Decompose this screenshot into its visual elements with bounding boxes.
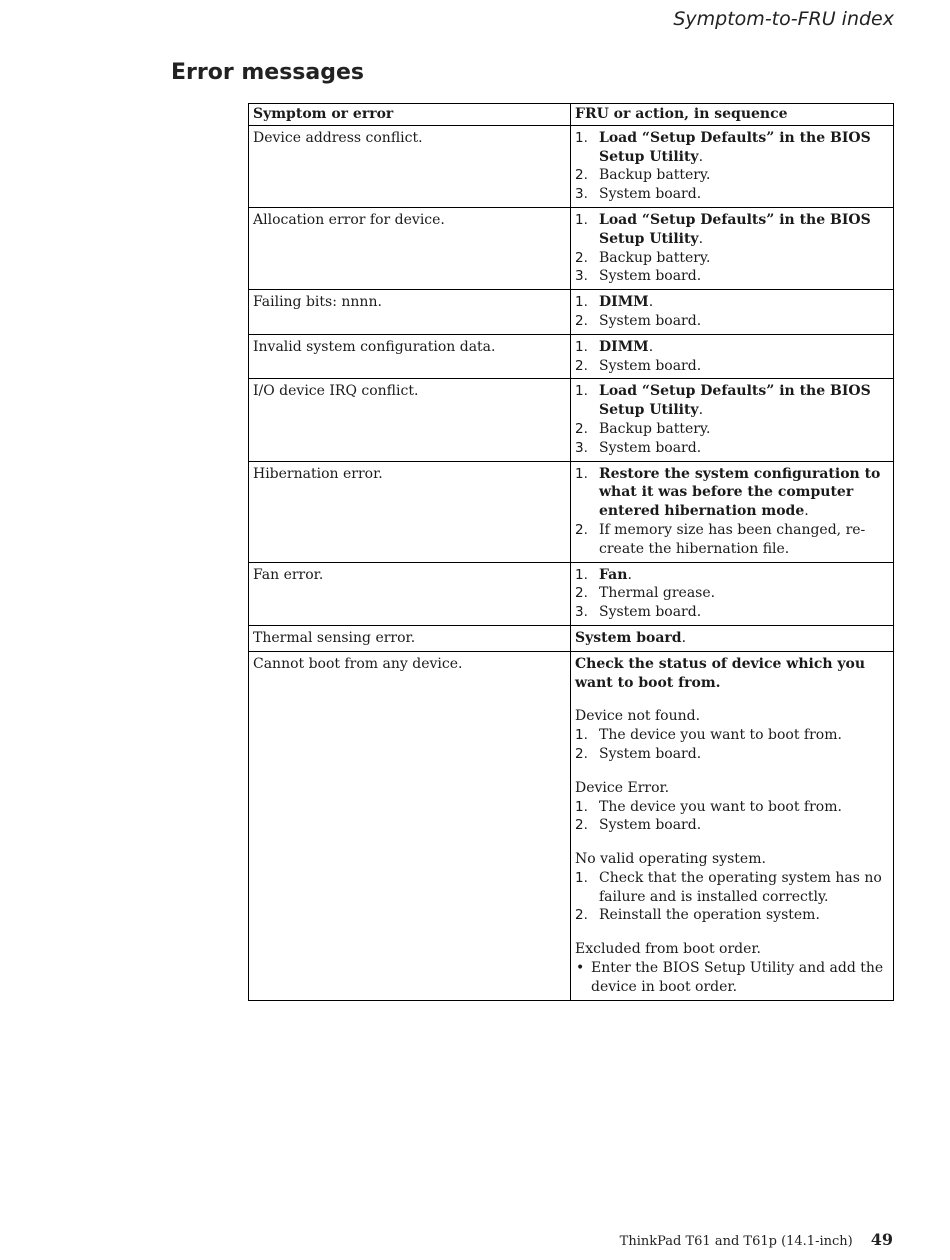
bullet-icon: • bbox=[576, 960, 585, 977]
list-item: 1. The device you want to boot from. bbox=[575, 798, 842, 815]
boot-check-intro: Check the status of device which you want to boot from. bbox=[575, 655, 866, 691]
list-item: 3. System board. bbox=[575, 268, 702, 285]
table-row bbox=[249, 651, 894, 1000]
list-item: 1. Load “Setup Defaults” in the BIOS Setup Utility. bbox=[575, 211, 871, 247]
symptom-fru-table bbox=[248, 103, 894, 1001]
page-footer bbox=[620, 1230, 893, 1249]
step-list bbox=[575, 726, 888, 764]
list-item: 3. System board. bbox=[575, 186, 702, 203]
action-cell bbox=[571, 461, 894, 562]
table-row bbox=[249, 207, 894, 289]
list-item: 1. Check that the operating system has no failure and is installed correctly. bbox=[575, 869, 882, 905]
list-item: 1. Load “Setup Defaults” in the BIOS Setup Utility. bbox=[575, 383, 871, 419]
step-list bbox=[575, 211, 888, 286]
list-item: 2. Thermal grease. bbox=[575, 585, 716, 602]
page-number: 49 bbox=[870, 1230, 893, 1249]
group-title: No valid operating system. bbox=[575, 851, 766, 868]
table-row bbox=[249, 334, 894, 379]
list-item: 1. DIMM. bbox=[575, 338, 654, 355]
symptom-cell: Hibernation error. bbox=[249, 461, 571, 562]
list-item: 1. Load “Setup Defaults” in the BIOS Setup Utility. bbox=[575, 129, 871, 165]
list-item: 1. DIMM. bbox=[575, 294, 654, 311]
list-item: 1. Restore the system configuration to what it was before the computer entered hibernation mode. bbox=[575, 465, 881, 520]
table-row bbox=[249, 125, 894, 207]
symptom-cell: Thermal sensing error. bbox=[249, 625, 571, 651]
list-item: 2. System board. bbox=[575, 745, 702, 762]
table-row bbox=[249, 562, 894, 625]
symptom-cell: Device address conflict. bbox=[249, 125, 571, 207]
table-row bbox=[249, 290, 894, 335]
running-head: Symptom-to-FRU index bbox=[673, 8, 894, 30]
bullet-list bbox=[575, 959, 888, 997]
list-item: 2. Reinstall the operation system. bbox=[575, 907, 820, 924]
list-item: 1. Fan. bbox=[575, 566, 632, 583]
footer-product: ThinkPad T61 and T61p (14.1-inch) bbox=[619, 1234, 853, 1249]
symptom-cell: Fan error. bbox=[249, 562, 571, 625]
symptom-cell: Failing bits: nnnn. bbox=[249, 290, 571, 335]
action-cell bbox=[571, 207, 894, 289]
action-cell bbox=[571, 562, 894, 625]
action-cell bbox=[571, 334, 894, 379]
step-list bbox=[575, 293, 888, 331]
column-header-fru-action: FRU or action, in sequence bbox=[571, 104, 894, 126]
group-title: Device not found. bbox=[575, 708, 701, 725]
step-list bbox=[575, 798, 888, 836]
list-item: 2. Backup battery. bbox=[575, 420, 711, 437]
action-cell bbox=[571, 125, 894, 207]
list-item: 1. The device you want to boot from. bbox=[575, 727, 842, 744]
step-list bbox=[575, 338, 888, 376]
list-item: 2. System board. bbox=[575, 817, 702, 834]
group-title: Device Error. bbox=[575, 779, 670, 796]
list-item: 2. Backup battery. bbox=[575, 249, 711, 266]
symptom-cell: Invalid system configuration data. bbox=[249, 334, 571, 379]
step-list bbox=[575, 566, 888, 622]
step-list bbox=[575, 382, 888, 457]
table-header-row bbox=[249, 104, 894, 126]
step-list bbox=[575, 869, 888, 925]
action-cell bbox=[571, 290, 894, 335]
list-item: 3. System board. bbox=[575, 439, 702, 456]
list-item: 3. System board. bbox=[575, 604, 702, 621]
table-row bbox=[249, 461, 894, 562]
list-item: 2. If memory size has been changed, re-create the hibernation file. bbox=[575, 521, 866, 557]
section-title: Error messages bbox=[171, 60, 364, 85]
list-item: • Enter the BIOS Setup Utility and add the device in boot order. bbox=[576, 960, 884, 995]
symptom-cell: Cannot boot from any device. bbox=[249, 651, 571, 1000]
list-item: 2. Backup battery. bbox=[575, 167, 711, 184]
table-row bbox=[249, 625, 894, 651]
step-list bbox=[575, 465, 888, 559]
action-cell bbox=[571, 651, 894, 1000]
list-item: 2. System board. bbox=[575, 312, 702, 329]
list-item: 2. System board. bbox=[575, 357, 702, 374]
group-title: Excluded from boot order. bbox=[575, 941, 762, 958]
symptom-cell: I/O device IRQ conflict. bbox=[249, 379, 571, 461]
action-cell: System board. bbox=[571, 625, 894, 651]
symptom-cell: Allocation error for device. bbox=[249, 207, 571, 289]
column-header-symptom: Symptom or error bbox=[249, 104, 571, 126]
step-list bbox=[575, 129, 888, 204]
table-row bbox=[249, 379, 894, 461]
action-cell bbox=[571, 379, 894, 461]
